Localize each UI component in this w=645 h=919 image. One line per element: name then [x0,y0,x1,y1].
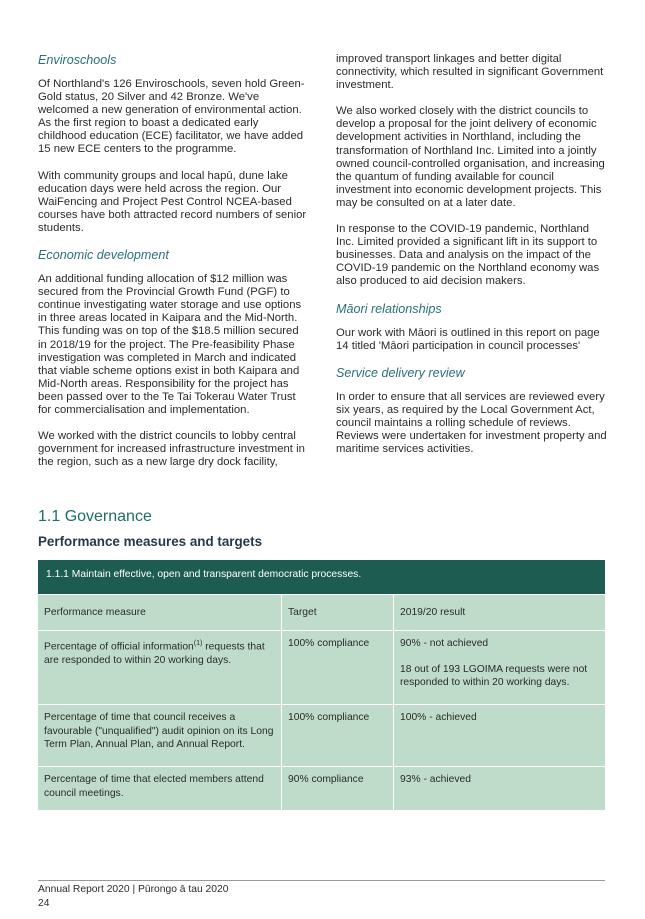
economic-development-heading: Economic development [38,248,169,263]
column-header-target: Target [281,595,393,630]
maori-relationships-paragraph: Our work with Māori is outlined in this report on page 14 titled 'Māori participation in council processes' [336,326,600,352]
enviroschools-paragraph-2: With community groups and local hapū, dune lake education days were held across the region. Our WaiFencing and Project Pest Control NCEA-based courses have both attracted record numbers of senior students. [38,169,307,234]
result-note: 18 out of 193 LGOIMA requests were not responded to within 20 working days. [400,663,588,689]
left-column [38,53,309,469]
column-header-result: 2019/20 result [393,595,605,630]
table-goal-header: 1.1.1 Maintain effective, open and transparent democratic processes. [38,560,605,594]
result-cell [393,631,605,704]
table-row [38,704,605,766]
service-delivery-paragraph: In order to ensure that all services are reviewed every six years, as required by the Local Government Act, council maintains a rolling schedule of reviews. Reviews were undertaken for investment property and maritime services activities. [336,390,607,456]
measure-cell: Percentage of time that elected members attend council meetings. [44,774,264,799]
page-number: 24 [38,898,50,909]
column-header-measure: Performance measure [44,606,146,618]
target-cell: 100% compliance [281,631,393,704]
footnote-marker: (1) [193,640,203,647]
measure-cell: Percentage of time that council receives a favourable ("unqualified") audit opinion on its Long Term Plan, Annual Plan, and Annual Report. [44,712,274,751]
economic-paragraph-continued: improved transport linkages and better digital connectivity, which resulted in significant Government investment. [336,53,604,92]
result-text: 90% - not achieved [400,638,489,649]
footer-title: Annual Report 2020 | Pūrongo ā tau 2020 [38,884,229,895]
table-row [38,630,605,704]
result-cell: 93% - achieved [393,767,605,810]
covid-paragraph: In response to the COVID-19 pandemic, Northland Inc. Limited provided a significant lift in its support to businesses. Data and analysis on the impact of the COVID-19 pandemic on the Northland economy was also produced to aid decision makers. [336,223,600,288]
right-column [336,53,607,456]
measure-text-part-2: requests that are responded to within 20 working days. [44,641,265,667]
section-subtitle: Performance measures and targets [38,534,263,549]
maori-relationships-heading: Māori relationships [336,301,442,316]
measure-text-part-1: Percentage of official information [44,641,194,653]
table-header-row [38,594,605,630]
target-cell: 90% compliance [281,767,393,810]
enviroschools-paragraph-1: Of Northland's 126 Enviroschools, seven hold Green-Gold status, 20 Silver and 42 Bronze. We've welcomed a new generation of environmental action. As the first region to boast a dedicated early childhood education (ECE) facilitator, we have added 15 new ECE centers to the programme. [38,78,305,156]
district-councils-paragraph: We also worked closely with the district councils to develop a proposal for the joint delivery of economic development activities in Northland, including the transformation of Northland Inc. Limited into a jointly owned council-controlled organisation, and increasing the quantum of funding available for council investment into economic development projects. This may be consulted on at a later date. [336,105,605,209]
enviroschools-heading: Enviroschools [38,53,117,67]
service-delivery-heading: Service delivery review [336,365,465,380]
target-cell: 100% compliance [281,705,393,766]
footer-divider [38,880,605,881]
section-title: 1.1 Governance [38,508,152,525]
result-cell: 100% - achieved [393,705,605,766]
table-row [38,766,605,810]
economic-paragraph-1: An additional funding allocation of $12 million was secured from the Provincial Growth Fund (PGF) to continue investigating water storage and use options in three areas located in Kaipara and the Mid-North. This funding was on top of the $18.5 million secured in 2018/19 for the project. The Pre-feasibility Phase investigation was completed in March and indicated that viable scheme options exist in both Kaipara and Mid-North areas. Responsibility for the project has been passed over to the Te Tai Tokerau Water Trust for commercialisation and implementation. [38,273,302,416]
economic-paragraph-2: We worked with the district councils to lobby central government for increased infrastructure investment in the region, such as a new large dry dock facility, [38,430,305,469]
measure-cell [38,631,281,704]
performance-table [38,560,605,810]
